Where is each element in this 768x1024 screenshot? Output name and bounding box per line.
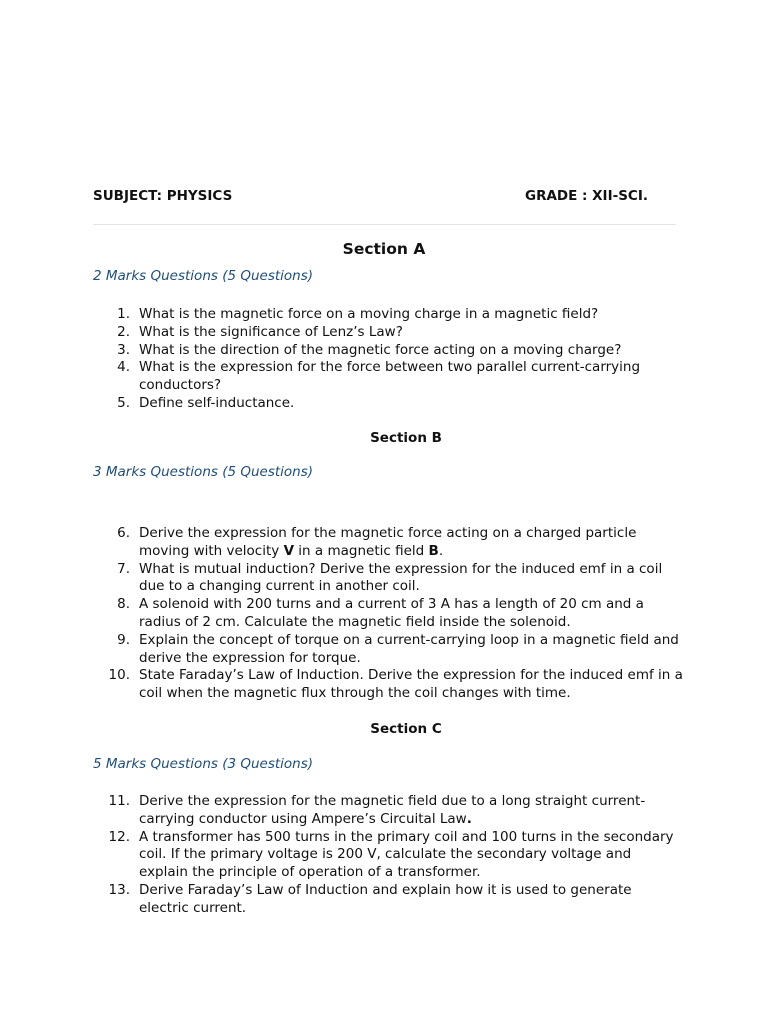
question-item	[93, 395, 683, 413]
question-item	[93, 793, 683, 829]
question-item	[93, 324, 683, 342]
question-text: Derive the expression for the magnetic force acting on a charged particle moving with velocity V in a magnetic field B.	[139, 525, 637, 559]
question-item	[93, 829, 683, 882]
question-number: 13.	[108, 881, 130, 898]
question-number: 2.	[117, 323, 130, 340]
section-c-title: Section C	[370, 721, 442, 737]
grade-label: GRADE : XII-SCI.	[525, 188, 648, 204]
question-item	[93, 306, 683, 324]
section-c-marks-label: 5 Marks Questions (3 Questions)	[93, 756, 314, 772]
question-text: Derive Faraday’s Law of Induction and explain how it is used to generate electric current.	[139, 881, 632, 916]
question-text: A solenoid with 200 turns and a current of 3 A has a length of 20 cm and a radius of 2 cm. Calculate the magnetic field inside the solenoid.	[139, 596, 644, 630]
question-item	[93, 525, 683, 561]
header-divider	[93, 224, 676, 225]
question-item	[93, 667, 683, 703]
question-number: 7.	[117, 560, 130, 577]
question-number: 4.	[117, 359, 130, 376]
field-symbol: B	[428, 542, 439, 559]
question-text: What is mutual induction? Derive the expression for the induced emf in a coil due to a changing current in another coil.	[139, 560, 663, 595]
question-text: Define self-inductance.	[139, 394, 295, 411]
question-item	[93, 561, 683, 597]
velocity-symbol: V	[283, 542, 295, 559]
section-c-question-list	[93, 793, 683, 918]
question-item	[93, 342, 683, 360]
section-a-marks-label: 2 Marks Questions (5 Questions)	[93, 268, 314, 284]
question-text: Derive the expression for the magnetic field due to a long straight current-carrying conductor using Ampere’s Circuital Law.	[139, 793, 646, 827]
section-a-question-list	[93, 306, 683, 413]
question-text: What is the magnetic force on a moving charge in a magnetic field?	[139, 306, 599, 322]
question-number: 9.	[117, 631, 130, 648]
question-text: A transformer has 500 turns in the primary coil and 100 turns in the secondary coil. If the primary voltage is 200 V, calculate the secondary voltage and explain the principle of operation of a transformer.	[139, 828, 674, 881]
question-number: 12.	[108, 828, 130, 845]
question-number: 5.	[117, 394, 130, 411]
question-text: What is the direction of the magnetic force acting on a moving charge?	[139, 341, 622, 358]
question-number: 1.	[117, 306, 130, 322]
section-a-title: Section A	[342, 240, 426, 258]
question-item	[93, 632, 683, 668]
question-item	[93, 882, 683, 918]
header-row	[93, 188, 676, 204]
section-b-marks-label: 3 Marks Questions (5 Questions)	[93, 464, 314, 480]
question-item	[93, 596, 683, 632]
section-b-title: Section B	[370, 430, 442, 446]
section-b-question-list	[93, 525, 683, 703]
question-item	[93, 359, 683, 395]
question-number: 8.	[117, 596, 130, 613]
question-text: State Faraday’s Law of Induction. Derive the expression for the induced emf in a coil when the magnetic flux through the coil changes with time.	[139, 667, 683, 702]
subject-label: SUBJECT: PHYSICS	[93, 188, 233, 204]
question-text: What is the expression for the force between two parallel current-carrying conductors?	[139, 359, 641, 394]
question-number: 10.	[108, 667, 130, 684]
question-text: What is the significance of Lenz’s Law?	[139, 323, 403, 340]
question-number: 3.	[117, 341, 130, 358]
question-text: Explain the concept of torque on a current-carrying loop in a magnetic field and derive the expression for torque.	[139, 631, 679, 666]
question-number: 6.	[117, 525, 130, 541]
question-number: 11.	[108, 793, 130, 809]
